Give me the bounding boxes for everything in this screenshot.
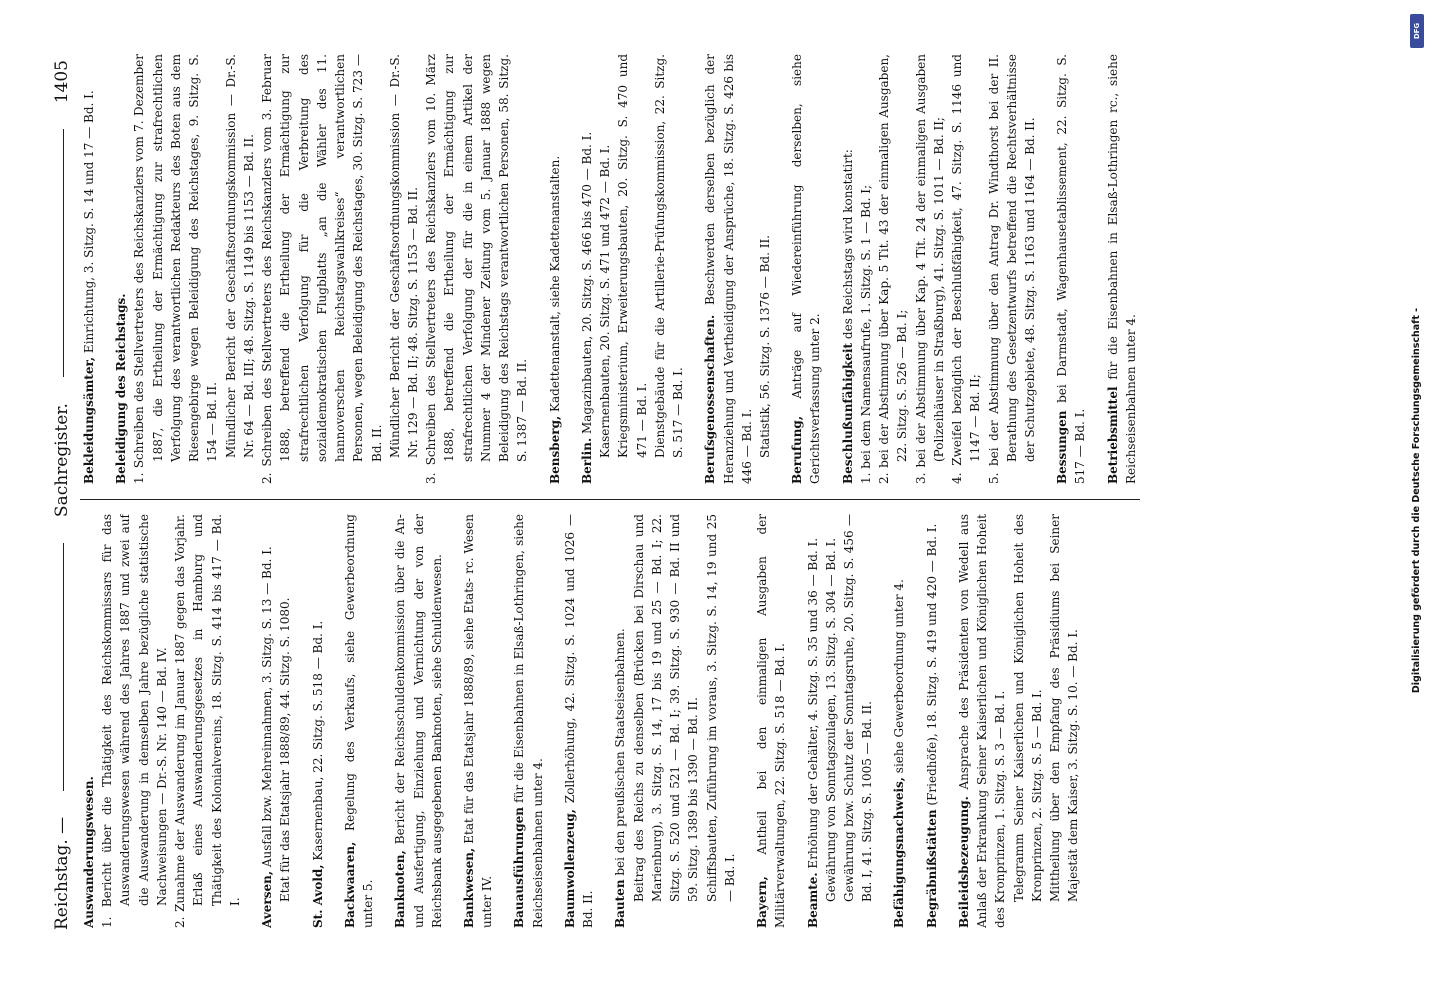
right-column [80, 54, 1392, 484]
entry-line: 3. bei der Abstimmung über Kap. 4 Tit. 24 der einmaligen Ausgaben (Polizeihäuser in Straßburg), 41. Sitzg. S. 1011 — Bd. II; [913, 54, 946, 484]
entry-line: Kasernenbauten, 20. Sitzg. S. 471 und 472 — Bd. I. [598, 144, 613, 458]
entry-text: Erhöhung der Gehälter, 4. Sitzg. S. 35 und 36 — Bd. I. [805, 537, 820, 869]
index-entry [923, 514, 941, 928]
entry-keyword: Begräbnißstätten [924, 809, 939, 928]
entry-text: Ausfall bzw. Mehreinnahmen, 3. Sitzg. S. 13 — Bd. I. [260, 546, 275, 868]
entry-keyword: Befähigungsnachweis, [892, 777, 907, 928]
entry-keyword: Beleidigung des Reichstags. [114, 293, 129, 484]
entry-text: bei den preußischen Staatseisenbahnen. [613, 628, 628, 876]
entry-line: Dienstgebäude für die Artillerie-Prüfungskommission, 22. Sitzg. S. 517 — Bd. I. [652, 54, 686, 458]
entry-line: Statistik, 56. Sitzg. S. 1376 — Bd. II. [757, 234, 772, 458]
entry-line: Mündlicher Bericht der Geschäftsordnungskommission — Dr.-S. Nr. 129 — Bd. II; 48. Sitzg. S. 1153 — Bd. II. [387, 54, 420, 458]
entry-line: 1. bei dem Namensaufrufe, 1. Sitzg. S. 1 — Bd. I; [858, 184, 873, 484]
entry-text: Etat für das Etatsjahr 1888/89, siehe Etats- rc. Wesen unter IV. [461, 514, 495, 928]
entry-keyword: Berufung, [790, 415, 805, 484]
entry-text: für die Eisenbahnen in Elsaß-Lothringen rc., siehe Reichseisenbahnen unter 4. [1105, 54, 1138, 484]
entry-keyword: Bayern, [755, 876, 770, 928]
entry-text: Magazinbauten, 20. Sitzg. S. 466 bis 470 — Bd. I. [579, 131, 594, 435]
index-entry [804, 514, 877, 928]
index-entry [788, 54, 824, 484]
entry-line: 3. Schreiben des Stellvertreters des Reichskanzlers vom 10. März 1888, betreffend die Ertheilung der Ermächtigung zur strafrechtlichen Verfolgung der für die in einem Artikel der Nummer 4 der Mindener Zeitung vom 5. Januar 1888 wegen Beleidigung des Reichstags verantwortlichen Personen, 58. Sitzg. S. 1387 — Bd. II. [424, 54, 530, 484]
entry-line: Gewährung bzw. Schutz der Sonntagsruhe, 20. Sitzg. S. 456 — Bd. I, 41. Sitzg. S. 1005 — Bd. II. [841, 514, 875, 902]
entry-text: Einrichtung, 3. Sitzg. S. 14 und 17 — Bd. I. [82, 90, 96, 354]
index-entry [561, 514, 597, 928]
index-entry [112, 54, 531, 484]
entry-text: des Reichstags wird konstatirt: [840, 149, 855, 340]
index-entry [510, 514, 546, 928]
index-entry [80, 514, 244, 928]
left-column [80, 514, 1392, 928]
entry-text: Anträge auf Wiedereinführung derselben, siehe Gerichtsverfassung unter 2. [790, 54, 823, 484]
index-entry [309, 514, 327, 928]
entry-line: Mittheilung über den Empfang des Präsidiums bei Seiner Majestät dem Kaiser, 3. Sitzg. S. 10. — Bd. I. [1048, 514, 1081, 902]
entry-text: Zollerhöhung, 42. Sitzg. S. 1024 und 1026 — Bd. II. [562, 514, 596, 928]
entry-text: Ansprache des Präsidenten von Wedell aus Anlaß der Erkrankung Seiner Kaiserlichen und Königlichen Hoheit des Kronprinzen, 1. Sitzg. S. 3 — Bd. I. [956, 514, 1008, 928]
entry-keyword: Bauausführungen [512, 806, 527, 928]
entry-line: 2. bei der Abstimmung über Kap. 5 Tit. 43 der einmaligen Ausgaben, 22. Sitzg. S. 526 — Bd. I; [877, 54, 910, 484]
entry-line: 1. Schreiben des Stellvertreters des Reichskanzlers vom 7. Dezember 1887, die Ertheilung der Ermächtigung zur strafrechtlichen Verfolgung des verantwortlichen Redakteurs des Boten aus dem Riesengebirge wegen Beleidigung des Reichstages, 9. Sitzg. S. 154 — Bd. II. [132, 54, 220, 484]
entry-text: Bericht der Reichsschuldenkommission über die An- und Ausfertigung, Einziehung und Vernichtung der von der Reichsbank ausgegebenen Banknoten, siehe Schuldenwesen. [393, 514, 444, 928]
entry-line: Schiffsbauten, Zuführung im voraus, 3. Sitzg. S. 14, 19 und 25 — Bd. I. [704, 514, 737, 902]
entry-keyword: Auswanderungswesen. [82, 776, 96, 928]
header-right-title: Sachregister. [52, 403, 72, 518]
index-entry [460, 514, 496, 928]
entry-text: Kadettenanstalt, siehe Kadettenanstalten. [547, 155, 562, 412]
index-entry [258, 514, 294, 928]
entry-text: für die Eisenbahnen in Elsaß-Lothringen, siehe Reichseisenbahnen unter 4. [512, 514, 545, 928]
entry-text: Antheil bei den einmaligen Ausgaben der Militärverwaltungen, 22. Sitzg. S. 518 — Bd. I. [755, 514, 788, 928]
entry-keyword: Berlin. [579, 437, 594, 484]
entry-line: Telegramm Seiner Kaiserlichen und Königlichen Hoheit des Kronprinzen, 2. Sitzg. S. 5 — Bd. I. [1011, 514, 1044, 902]
index-entry [753, 514, 789, 928]
index-entry [701, 54, 774, 484]
entry-line: 5. bei der Abstimmung über den Antrag Dr. Windthorst bei der II. Berathung des Gesetzentwurfs betreffend die Rechtsverhältnisse der Schutzgebiete, 48. Sitzg. S. 1163 und 1164 — Bd. II. [986, 54, 1038, 484]
column-divider [80, 499, 1140, 500]
entry-line: 2. Schreiben des Stellvertreters des Reichskanzlers vom 3. Februar 1888, betreffend die Ertheilung der Ermächtigung zur strafrechtlichen Verfolgung für die Verbreitung des sozialdemokratischen Flugblatts „an die Wähler des 11. hannoverschen Reichstagswahlkreises“ verantwortlichen Personen, wegen Beleidigung des Reichstages, 30. Sitzg. S. 723 — Bd. II. [260, 54, 384, 484]
index-entry [839, 54, 1040, 484]
digitization-note [1406, 18, 1428, 982]
entry-keyword: Bessungen [1055, 410, 1070, 484]
index-entry [391, 514, 446, 928]
entry-line: 4. Zweifel bezüglich der Beschlußfähigkeit, 47. Sitzg. S. 1146 und 1147 — Bd. II; [950, 54, 983, 484]
entry-keyword: Betriebsmittel [1105, 386, 1120, 484]
entry-text: siehe Gewerbeordnung unter 4. [892, 579, 907, 774]
entry-keyword: Bauten [613, 879, 628, 928]
entry-line: Mündlicher Bericht der Geschäftsordnungskommission — Dr.-S. Nr. 64 — Bd. III; 48. Sitzg. S. 1149 bis 1153 — Bd. II. [223, 54, 256, 458]
entry-text: (Friedhöfe), 18. Sitzg. S. 419 und 420 — Bd. I. [924, 523, 939, 806]
entry-keyword: St. Avold, [310, 864, 325, 928]
entry-line: 1. Bericht über die Thätigkeit des Reichskommissars für das Auswanderungswesen während des Jahres 1887 und zwei auf die Auswanderung in demselben Jahre bezügliche statistische Nachweisungen — Dr.-S. Nr. 140 — Bd. IV. [100, 514, 169, 928]
dfg-logo-badge [1410, 14, 1424, 48]
index-entry [890, 514, 908, 928]
entry-line: Beitrag des Reichs zu denselben (Brücken bei Dirschau und Marienburg), 3. Sitzg. S. 14, 17 bis 19 und 25 — Bd. I; 22. Sitzg. S. 520 und 521 — Bd. I; 39. Sitzg. S. 930 — Bd. II und 59. Sitzg. 1389 bis 1390 — Bd. II. [631, 514, 701, 902]
dfg-logo-text: DFG [1413, 22, 1421, 40]
index-entry [341, 514, 377, 928]
entry-keyword: Bankwesen, [461, 847, 476, 928]
entry-text: Kasernenbau, 22. Sitzg. S. 518 — Bd. I. [310, 620, 325, 861]
entry-keyword: Beileidsbezeugung. [956, 796, 971, 928]
entry-keyword: Bensberg, [547, 415, 562, 484]
index-entry [546, 54, 564, 484]
entry-keyword: Beamte. [805, 872, 820, 928]
entry-line: Kriegsministerium, Erweiterungsbauten, 20. Sitzg. S. 470 und 471 — Bd. I. [616, 54, 649, 458]
entry-keyword: Berufsgenossenschaften. [703, 314, 718, 484]
header-rule-left [63, 543, 64, 791]
index-entry [80, 54, 98, 484]
index-entry [611, 514, 739, 928]
entry-text: Beschwerden derselben bezüglich der Heranziehung und Vertheidigung der Ansprüche, 18. Sitzg. S. 426 bis 446 — Bd. I. [703, 54, 754, 484]
index-entry [1053, 54, 1089, 484]
entry-line: Etat für das Etatsjahr 1888/89, 44. Sitzg. S. 1080. [278, 597, 293, 902]
entry-keyword: Beschlußunfähigkeit [840, 342, 855, 484]
entry-keyword: Banknoten, [393, 850, 408, 928]
digitization-note-text: Digitalisierung gefördert durch die Deutsche Forschungsgemeinschaft - [1411, 307, 1423, 693]
index-entry [955, 514, 1083, 928]
index-entry [1104, 54, 1140, 484]
entry-text: bei Darmstadt, Wagenhausetablissement, 22. Sitzg. S. 517 — Bd. I. [1055, 54, 1088, 484]
entry-line: 2. Zunahme der Auswanderung im Januar 1887 gegen das Vorjahr. Erlaß eines Auswanderungsgesetzes in Hamburg und Thätigkeit des Kolonialvereins, 18. Sitzg. S. 414 bis 417 — Bd. I. [173, 514, 242, 928]
header-rule-right [63, 129, 64, 377]
entry-keyword: Baumwollenzeug, [562, 809, 577, 928]
entry-text: Regelung des Verkaufs, siehe Gewerbeordnung unter 5. [342, 514, 376, 928]
entry-keyword: Backwaaren, [342, 841, 357, 928]
entry-keyword: Bekleidungsämter, [82, 356, 96, 484]
page-header [32, 60, 72, 930]
entry-line: Gewährung von Sonntagszulagen, 13. Sitzg. S. 304 — Bd. I. [823, 537, 838, 902]
header-left-title: Reichstag. — [52, 816, 72, 930]
index-entry [578, 54, 687, 484]
entry-keyword: Aversen, [260, 870, 275, 928]
page-number: 1405 [52, 60, 72, 104]
